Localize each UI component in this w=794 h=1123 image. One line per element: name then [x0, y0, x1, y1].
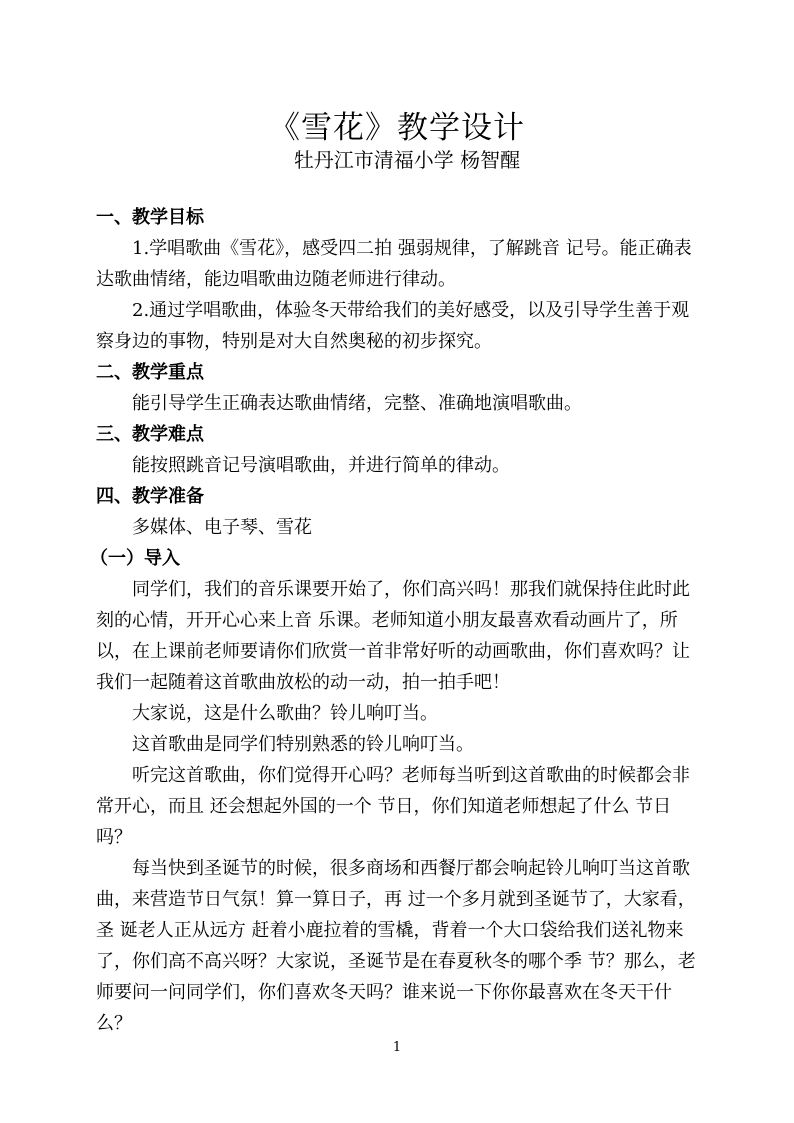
intro-paragraph-1: 同学们，我们的音乐课要开始了，你们高兴吗！那我们就保持住此时此刻的心情，开开心心来上音 乐课。老师知道小朋友最喜欢看动画片了，所以，在上课前老师要请你们欣赏一首非常好听的动画歌曲，你们喜欢吗？让我们一起随着这首歌曲放松的动一动，拍一拍手吧！ — [96, 579, 690, 693]
goal-item-2: 2.通过学唱歌曲，体验冬天带给我们的美好感受，以及引导学生善于观察身边的事物，特别是对大自然奥秘的初步探究。 — [96, 300, 690, 352]
preparation-text: 多媒体、电子琴、雪花 — [132, 517, 312, 538]
author-line: 牡丹江市清福小学 杨智醒 — [293, 148, 521, 172]
intro-paragraph-4: 听完这首歌曲，你们觉得开心吗？老师每当听到这首歌曲的时候都会非常开心，而且 还会想起外国的一个 节日，你们知道老师想起了什么 节日吗？ — [96, 765, 690, 848]
section-heading-key-points: 二、教学重点 — [96, 362, 204, 383]
page-number: 1 — [392, 1040, 402, 1055]
section-heading-goals: 一、教学目标 — [96, 207, 204, 228]
intro-paragraph-3: 这首歌曲是同学们特别熟悉的铃儿响叮当。 — [132, 734, 474, 755]
intro-paragraph-5: 每当快到圣诞节的时候，很多商场和西餐厅都会响起铃儿响叮当这首歌曲，来营造节日气氛！算一算日子，再 过一个多月就到圣诞节了，大家看，圣 诞老人正从远方 赶着小鹿拉着的雪橇，背着一个大口袋给我们送礼物来了，你们高不高兴呀？大家说，圣诞节是在春夏秋冬的哪个季 节？那么，老师要问一问同学们，你们喜欢冬天吗？谁来说一下你你最喜欢在冬天干什么？ — [96, 858, 696, 1034]
key-points-text: 能引导学生正确表达歌曲情绪，完整、准确地演唱歌曲。 — [132, 393, 582, 414]
difficulties-text: 能按照跳音记号演唱歌曲，并进行简单的律动。 — [132, 455, 510, 476]
subsection-heading-intro: （一）导入 — [90, 548, 180, 569]
document-title: 《雪花》教学设计 — [269, 110, 525, 146]
goal-item-1: 1.学唱歌曲《雪花》，感受四二拍 强弱规律，了解跳音 记号。能正确表达歌曲情绪，能边唱歌曲边随老师进行律动。 — [96, 238, 692, 290]
document-body — [90, 202, 706, 1039]
section-heading-preparation: 四、教学准备 — [96, 486, 204, 507]
section-heading-difficulties: 三、教学难点 — [96, 424, 204, 445]
intro-paragraph-2: 大家说，这是什么歌曲？铃儿响叮当。 — [132, 703, 438, 724]
